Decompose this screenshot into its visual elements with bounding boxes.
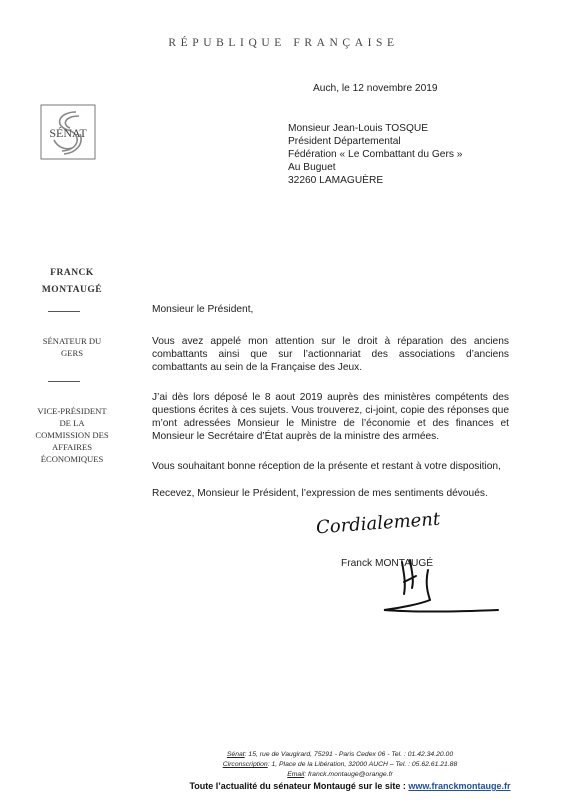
paragraph-3: Vous souhaitant bonne réception de la présente et restant à votre disposition,	[152, 461, 501, 472]
sidebar-name-last: MONTAUGÉ	[41, 285, 103, 295]
signatory-name: Franck MONTAUGÉ	[341, 558, 434, 569]
paragraph-2: J’ai dès lors déposé le 8 aout 2019 auprès des ministères compétents des questions écrites à ces sujets. Vous trouverez, ci-joint, copie des réponses que m’ont adressées Monsieur le Ministre de l’économie et des finances et Monsieur le Secrétaire d’État auprès de la ministre des armées.	[152, 392, 509, 442]
recipient-address	[288, 122, 462, 187]
footer-email-line	[130, 770, 550, 780]
salutation: Monsieur le Président,	[152, 304, 254, 315]
sidebar-role-line1: SÉNATEUR DU	[42, 336, 102, 346]
sidebar-vp-line1: VICE-PRÉSIDENT	[37, 406, 107, 416]
footer-circ-text: : 1, Place de la Libération, 32000 AUCH – Tel. : 05.62.61.21.88	[267, 761, 458, 768]
recipient-line: Monsieur Jean-Louis TOSQUE	[288, 123, 429, 134]
sidebar-vp-line4: AFFAIRES	[52, 442, 92, 452]
signature-image	[380, 548, 500, 618]
closing-formula: Recevez, Monsieur le Président, l’expression de mes sentiments dévoués.	[152, 488, 488, 499]
recipient-line: Au Buguet	[288, 162, 336, 173]
recipient-line: Fédération « Le Combattant du Gers »	[288, 149, 463, 160]
footer-site-text: Toute l’actualité du sénateur Montaugé sur le site :	[189, 781, 409, 791]
sidebar-divider	[48, 311, 80, 312]
footer-circ-label: Circonscription	[222, 761, 268, 768]
sidebar-vp-line3: COMMISSION DES	[35, 430, 109, 440]
sidebar-vp-line2: DE LA	[59, 418, 85, 428]
sidebar-vp-line5: ÉCONOMIQUES	[40, 454, 104, 464]
sidebar-divider	[48, 381, 80, 382]
footer-circonscription-line	[130, 760, 550, 770]
recipient-line: Président Départemental	[288, 136, 401, 147]
republique-francaise-header: RÉPUBLIQUE FRANÇAISE	[168, 37, 399, 49]
footer-email-label: Email	[287, 771, 305, 778]
footer-email-text: : franck.montauge@orange.fr	[304, 771, 393, 778]
handwritten-cordialement: Cordialement	[315, 508, 441, 539]
recipient-line: 32260 LAMAGUÈRE	[288, 175, 384, 186]
paragraph-1: Vous avez appelé mon attention sur le droit à réparation des anciens combattants ainsi que sur l’actionnariat des associations d’anciens combattants au sein de la Française des Jeux.	[152, 336, 509, 373]
place-date: Auch, le 12 novembre 2019	[313, 83, 438, 94]
sidebar-role-line2: GERS	[61, 348, 83, 358]
sidebar-name-first: FRANCK	[50, 268, 94, 278]
footer-senat-line	[130, 750, 550, 760]
footer-website-line	[150, 781, 550, 791]
footer-senat-text: : 15, rue de Vaugirard, 75291 - Paris Cedex 06 - Tel. : 01.42.34.20.00	[244, 751, 454, 758]
footer-site-link[interactable]: www.franckmontauge.fr	[408, 781, 511, 791]
senat-logo	[40, 104, 96, 160]
footer-senat-label: Sénat	[226, 751, 245, 758]
senat-logo-text: SÉNAT	[49, 126, 87, 140]
